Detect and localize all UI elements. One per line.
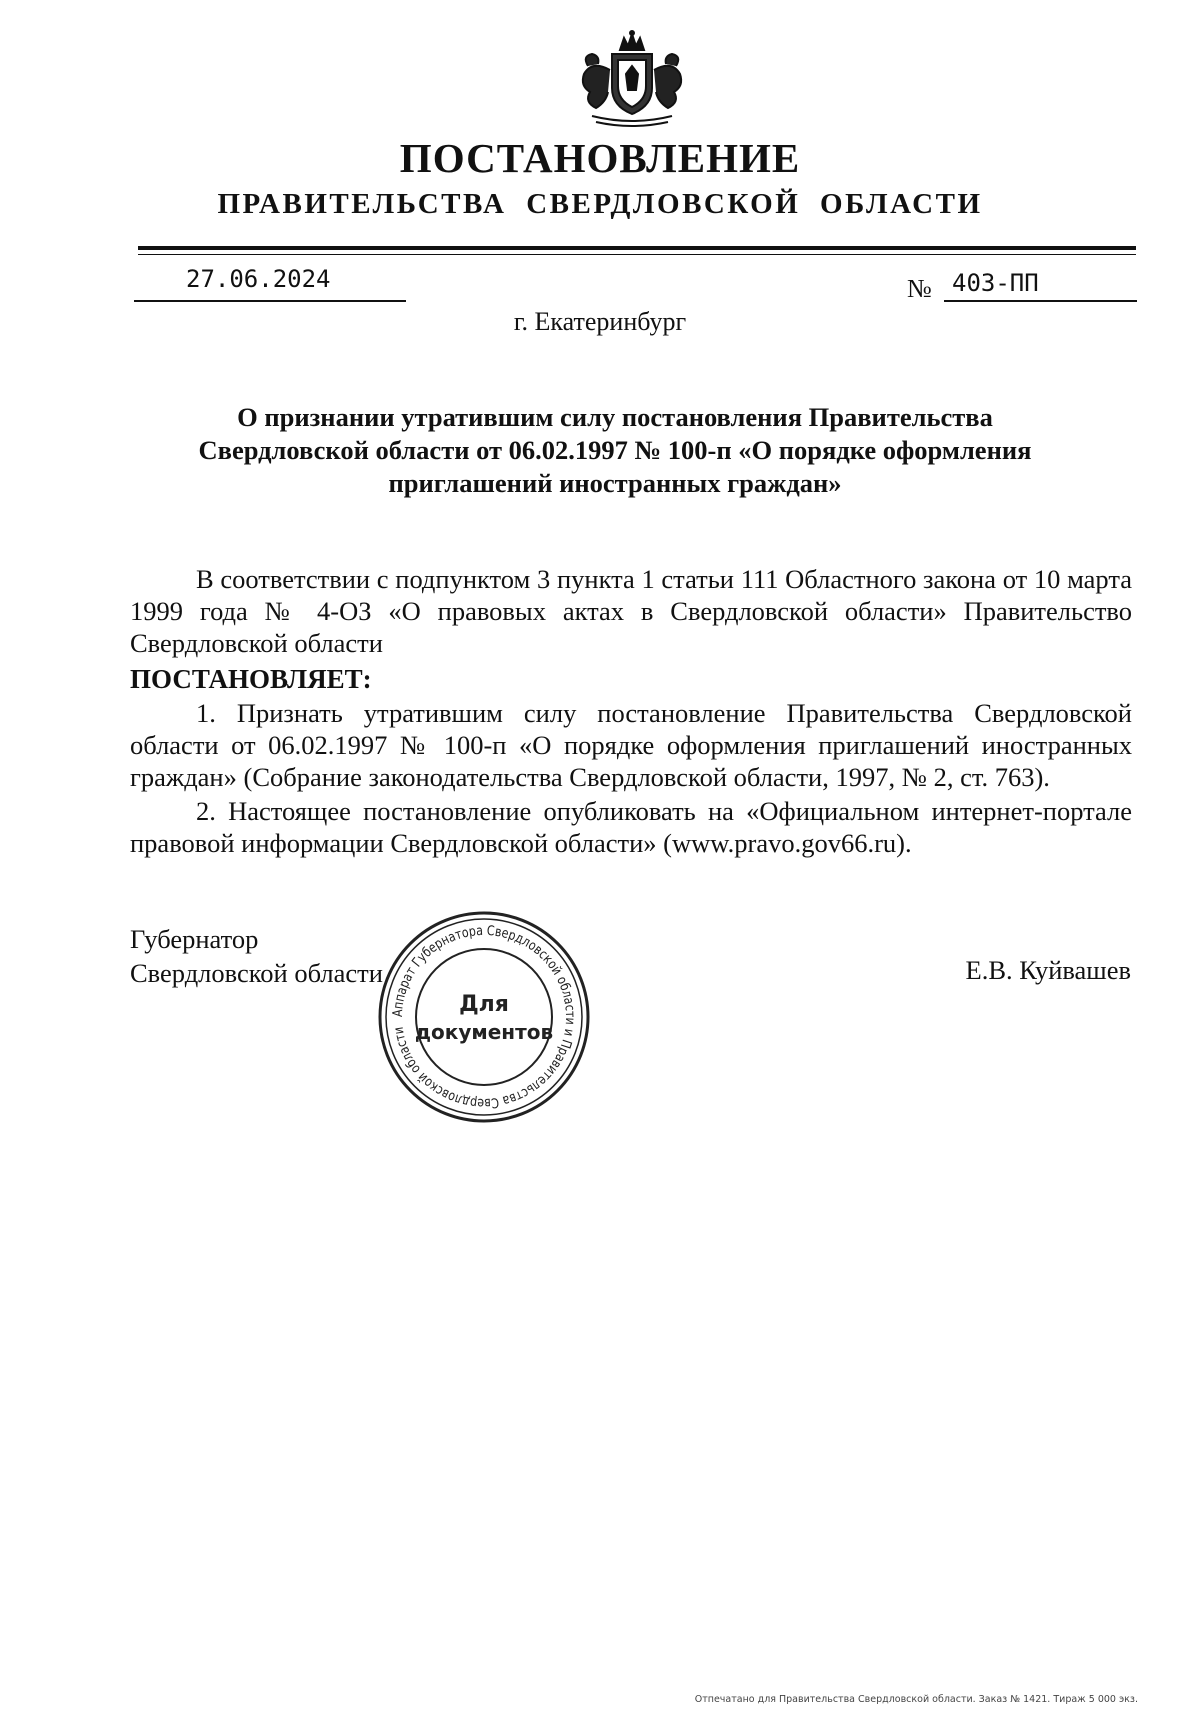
document-title: О признании утратившим силу постановления Правительства Свердловской области от 06.02.1997 № 100-п «О порядке оформления приглашений иностранных граждан» <box>198 402 1032 498</box>
document-date: 27.06.2024 <box>186 265 331 293</box>
place-of-issue: г. Екатеринбург <box>513 307 687 336</box>
decision-item-1: 1. Признать утратившим силу постановление Правительства Свердловской области от 06.02.1997 № 100-п «О порядке оформления приглашений иностранных граждан» (Собрание законодательства Свердловской области, 1997, № 2, ст. 763). <box>130 698 1132 792</box>
header-rule-thin <box>138 254 1136 255</box>
stamp-center-line-1: Для <box>459 992 509 1017</box>
decision-word: ПОСТАНОВЛЯЕТ: <box>130 664 372 694</box>
number-label: № <box>907 274 932 303</box>
document-number: 403-ПП <box>952 269 1039 297</box>
decision-item-2: 2. Настоящее постановление опубликовать на «Официальном интернет-портале правовой информации Свердловской области» (www.pravo.gov66.ru). <box>130 796 1132 858</box>
print-footer-note: Отпечатано для Правительства Свердловской области. Заказ № 1421. Тираж 5 000 экз. <box>694 1694 1138 1705</box>
document-type-heading: ПОСТАНОВЛЕНИЕ <box>399 135 801 181</box>
issuing-authority-heading: ПРАВИТЕЛЬСТВА СВЕРДЛОВСКОЙ ОБЛАСТИ <box>217 188 983 220</box>
signer-position-line-1: Губернатор <box>130 924 259 954</box>
stamp-ring-text: Аппарат Губернатора Свердловской области и Правительства Свердловской области <box>389 922 579 1112</box>
coat-of-arms-icon <box>562 30 702 130</box>
date-underline <box>134 300 406 302</box>
number-underline <box>944 300 1137 302</box>
signer-name: Е.В. Куйвашев <box>965 955 1131 985</box>
stamp-center-line-2: документов <box>414 1020 554 1044</box>
signer-position-line-2: Свердловской области <box>130 958 383 988</box>
signer-position <box>130 922 383 990</box>
preamble-paragraph: В соответствии с подпунктом 3 пункта 1 статьи 111 Областного закона от 10 марта 1999 года № 4-ОЗ «О правовых актах в Свердловской области» Правительство Свердловской области <box>130 564 1132 658</box>
official-stamp <box>375 908 593 1126</box>
header-rule-thick <box>138 246 1136 250</box>
